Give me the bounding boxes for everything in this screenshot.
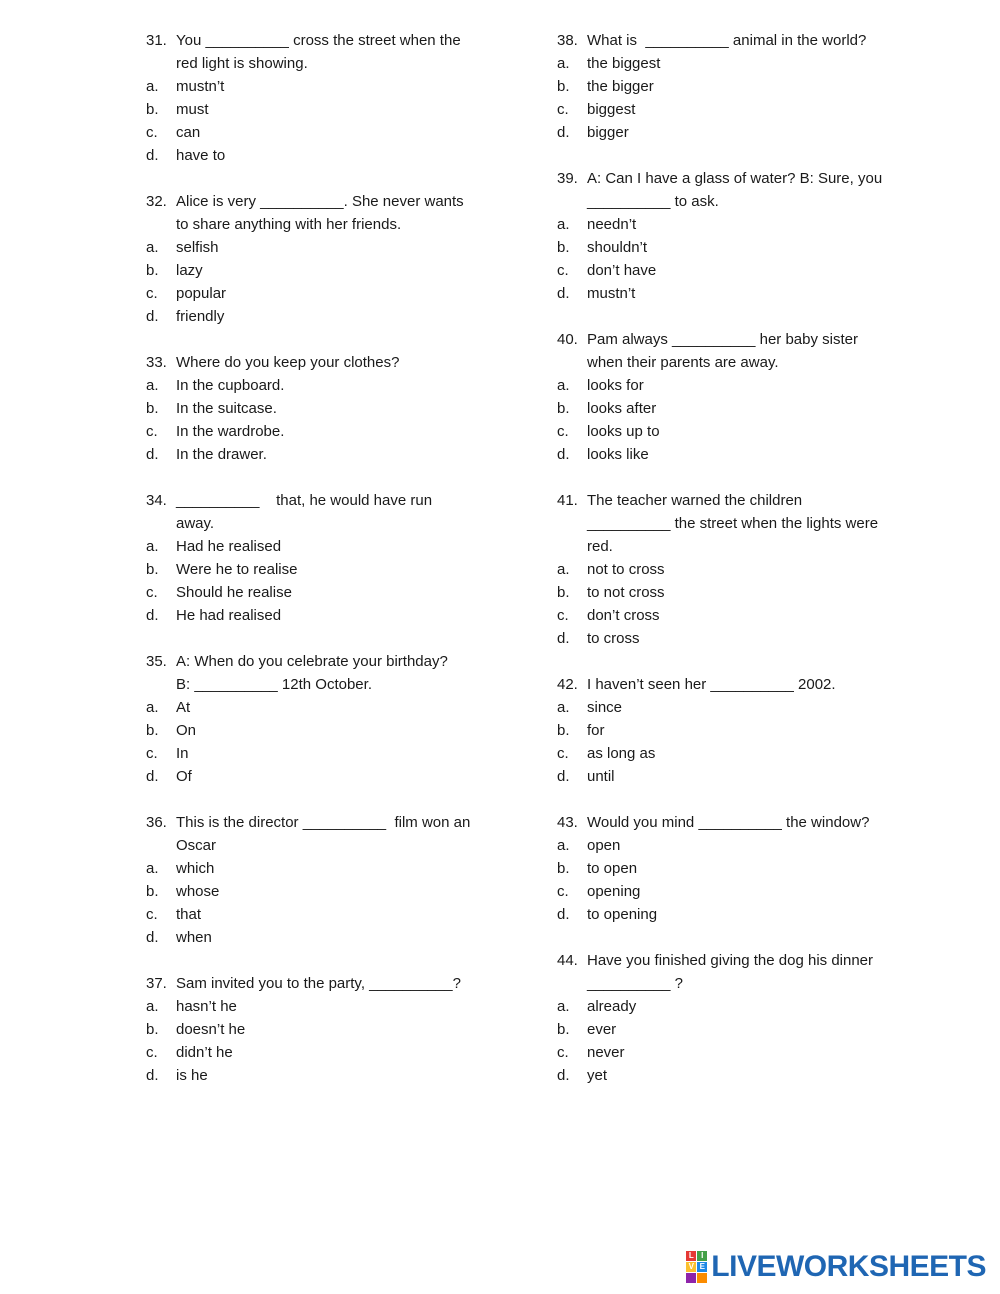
option-letter: d. [146, 768, 159, 785]
question-number: 33. [146, 354, 167, 371]
option-text: which [176, 860, 215, 877]
option-letter: c. [557, 607, 569, 624]
question-stem-line [557, 29, 897, 52]
option-text: until [587, 768, 615, 785]
answer-option [557, 1041, 897, 1064]
answer-option [146, 880, 486, 903]
question-stem-line [557, 811, 897, 834]
option-text: doesn’t he [176, 1021, 246, 1038]
answer-option [557, 765, 897, 788]
logo-tile: V [686, 1262, 696, 1272]
answer-option [146, 926, 486, 949]
question-text: red. [587, 538, 613, 555]
answer-option [557, 374, 897, 397]
question-text: I haven’t seen her __________ 2002. [587, 676, 836, 693]
option-letter: a. [557, 998, 570, 1015]
answer-option [146, 98, 486, 121]
option-letter: b. [146, 1021, 159, 1038]
option-text: to open [587, 860, 638, 877]
answer-option [146, 719, 486, 742]
right-column [557, 29, 897, 1110]
option-text: is he [176, 1067, 208, 1084]
answer-option [146, 903, 486, 926]
answer-option [557, 834, 897, 857]
question-35 [146, 650, 486, 788]
question-stem-line [557, 167, 897, 190]
liveworksheets-logo [686, 1250, 986, 1284]
option-letter: c. [557, 745, 569, 762]
question-number [557, 972, 587, 995]
question-44 [557, 949, 897, 1087]
question-text: A: Can I have a glass of water? B: Sure, you [587, 170, 883, 187]
option-letter: a. [146, 78, 159, 95]
option-letter: b. [557, 584, 570, 601]
question-stem-line [146, 673, 486, 696]
option-text: Had he realised [176, 538, 282, 555]
question-stem-line [146, 811, 486, 834]
option-letter: d. [557, 1067, 570, 1084]
option-letter: b. [557, 860, 570, 877]
question-42 [557, 673, 897, 788]
question-text: B: __________ 12th October. [176, 676, 372, 693]
option-letter: b. [146, 400, 159, 417]
question-number: 43. [557, 814, 578, 831]
question-number: 44. [557, 952, 578, 969]
option-letter: d. [146, 929, 159, 946]
question-number: 37. [146, 975, 167, 992]
question-stem-line [146, 190, 486, 213]
question-number: 36. [146, 814, 167, 831]
option-text: selfish [176, 239, 219, 256]
question-text: You __________ cross the street when the [176, 32, 461, 49]
answer-option [557, 1064, 897, 1087]
option-text: bigger [587, 124, 629, 141]
option-text: to not cross [587, 584, 665, 601]
option-text: shouldn’t [587, 239, 648, 256]
question-number: 39. [557, 170, 578, 187]
question-40 [557, 328, 897, 466]
question-text: Alice is very __________. She never wants [176, 193, 464, 210]
option-text: friendly [176, 308, 225, 325]
answer-option [146, 995, 486, 1018]
option-letter: c. [146, 285, 158, 302]
answer-option [146, 121, 486, 144]
question-text: The teacher warned the children [587, 492, 803, 509]
option-text: needn’t [587, 216, 637, 233]
question-number [146, 213, 176, 236]
option-text: mustn’t [587, 285, 636, 302]
option-letter: a. [557, 561, 570, 578]
option-text: In [176, 745, 189, 762]
option-letter: b. [557, 239, 570, 256]
answer-option [557, 857, 897, 880]
question-number [146, 512, 176, 535]
question-stem-line [146, 512, 486, 535]
option-letter: a. [146, 239, 159, 256]
question-stem-line [557, 535, 897, 558]
option-letter: b. [146, 101, 159, 118]
answer-option [557, 696, 897, 719]
answer-option [557, 282, 897, 305]
question-stem-line [557, 328, 897, 351]
question-number [146, 834, 176, 857]
answer-option [557, 213, 897, 236]
option-letter: a. [146, 860, 159, 877]
question-number [146, 52, 176, 75]
question-number [557, 351, 587, 374]
question-stem-line [146, 213, 486, 236]
option-text: looks after [587, 400, 657, 417]
option-letter: c. [557, 883, 569, 900]
logo-tile [686, 1273, 696, 1283]
option-letter: b. [557, 78, 570, 95]
option-text: looks up to [587, 423, 660, 440]
option-letter: c. [557, 1044, 569, 1061]
question-number: 34. [146, 492, 167, 509]
option-letter: a. [557, 216, 570, 233]
answer-option [557, 443, 897, 466]
question-stem-line [557, 351, 897, 374]
question-stem-line [557, 512, 897, 535]
option-text: not to cross [587, 561, 665, 578]
answer-option [146, 443, 486, 466]
option-text: have to [176, 147, 226, 164]
question-text: This is the director __________ film won an [176, 814, 471, 831]
option-text: yet [587, 1067, 608, 1084]
answer-option [146, 696, 486, 719]
option-letter: d. [557, 768, 570, 785]
question-stem-line [557, 190, 897, 213]
option-letter: c. [557, 101, 569, 118]
answer-option [146, 420, 486, 443]
answer-option [557, 719, 897, 742]
logo-tile [697, 1273, 707, 1283]
answer-option [557, 995, 897, 1018]
left-column [146, 29, 486, 1110]
option-letter: d. [557, 285, 570, 302]
option-text: that [176, 906, 202, 923]
answer-option [146, 558, 486, 581]
question-stem-line [146, 972, 486, 995]
option-text: looks like [587, 446, 649, 463]
option-letter: a. [557, 55, 570, 72]
question-number: 38. [557, 32, 578, 49]
option-text: biggest [587, 101, 636, 118]
option-text: mustn’t [176, 78, 225, 95]
question-text: __________ the street when the lights were [587, 515, 879, 532]
option-letter: c. [146, 124, 158, 141]
option-text: for [587, 722, 605, 739]
option-text: never [587, 1044, 625, 1061]
question-stem-line [146, 834, 486, 857]
option-text: ever [587, 1021, 617, 1038]
logo-text: LIVEWORKSHEETS [711, 1250, 986, 1283]
option-text: Of [176, 768, 192, 785]
option-letter: c. [146, 745, 158, 762]
option-letter: c. [557, 262, 569, 279]
question-number [557, 190, 587, 213]
answer-option [557, 420, 897, 443]
question-stem-line [146, 351, 486, 374]
answer-option [146, 742, 486, 765]
option-text: Were he to realise [176, 561, 298, 578]
option-text: whose [176, 883, 220, 900]
answer-option [146, 535, 486, 558]
option-text: open [587, 837, 621, 854]
answer-option [557, 742, 897, 765]
question-text: Pam always __________ her baby sister [587, 331, 858, 348]
option-text: as long as [587, 745, 656, 762]
answer-option [146, 604, 486, 627]
answer-option [146, 75, 486, 98]
question-stem-line [146, 489, 486, 512]
answer-option [146, 397, 486, 420]
option-letter: d. [146, 446, 159, 463]
option-text: the bigger [587, 78, 654, 95]
option-letter: b. [557, 1021, 570, 1038]
option-text: In the drawer. [176, 446, 267, 463]
option-text: since [587, 699, 623, 716]
option-text: On [176, 722, 197, 739]
option-letter: d. [146, 308, 159, 325]
answer-option [557, 98, 897, 121]
option-letter: b. [146, 561, 159, 578]
option-text: already [587, 998, 637, 1015]
option-letter: b. [146, 883, 159, 900]
option-letter: d. [557, 124, 570, 141]
answer-option [557, 558, 897, 581]
question-34 [146, 489, 486, 627]
option-letter: d. [146, 1067, 159, 1084]
question-stem-line [557, 972, 897, 995]
option-letter: b. [557, 722, 570, 739]
logo-tile: I [697, 1251, 707, 1261]
question-text: Oscar [176, 837, 217, 854]
question-39 [557, 167, 897, 305]
answer-option [557, 581, 897, 604]
logo-mark-icon [686, 1251, 707, 1283]
question-text: Where do you keep your clothes? [176, 354, 400, 371]
option-text: don’t have [587, 262, 657, 279]
option-letter: c. [146, 423, 158, 440]
option-letter: d. [146, 607, 159, 624]
option-text: He had realised [176, 607, 282, 624]
logo-tile: E [697, 1262, 707, 1272]
question-38 [557, 29, 897, 144]
answer-option [557, 121, 897, 144]
answer-option [146, 374, 486, 397]
answer-option [557, 880, 897, 903]
option-letter: c. [146, 906, 158, 923]
question-text: A: When do you celebrate your birthday? [176, 653, 448, 670]
question-32 [146, 190, 486, 328]
answer-option [557, 1018, 897, 1041]
question-33 [146, 351, 486, 466]
question-text: What is __________ animal in the world? [587, 32, 867, 49]
option-text: At [176, 699, 191, 716]
option-text: looks for [587, 377, 644, 394]
option-text: must [176, 101, 209, 118]
answer-option [146, 282, 486, 305]
question-text: Would you mind __________ the window? [587, 814, 870, 831]
option-letter: b. [146, 722, 159, 739]
option-text: popular [176, 285, 227, 302]
option-letter: d. [557, 906, 570, 923]
question-31 [146, 29, 486, 167]
answer-option [557, 604, 897, 627]
option-letter: a. [146, 538, 159, 555]
question-37 [146, 972, 486, 1087]
option-text: Should he realise [176, 584, 292, 601]
option-text: didn’t he [176, 1044, 233, 1061]
option-text: opening [587, 883, 641, 900]
question-text: away. [176, 515, 215, 532]
question-number [557, 512, 587, 535]
option-text: to cross [587, 630, 640, 647]
question-stem-line [557, 949, 897, 972]
option-text: don’t cross [587, 607, 660, 624]
answer-option [146, 1064, 486, 1087]
answer-option [557, 627, 897, 650]
question-text: to share anything with her friends. [176, 216, 402, 233]
option-letter: c. [557, 423, 569, 440]
question-number: 31. [146, 32, 167, 49]
option-letter: d. [146, 147, 159, 164]
option-letter: d. [557, 630, 570, 647]
question-text: __________ that, he would have run [176, 492, 433, 509]
question-text: red light is showing. [176, 55, 308, 72]
option-letter: b. [557, 400, 570, 417]
option-letter: a. [146, 699, 159, 716]
question-43 [557, 811, 897, 926]
answer-option [146, 857, 486, 880]
question-stem-line [557, 673, 897, 696]
answer-option [146, 259, 486, 282]
question-text: __________ to ask. [587, 193, 719, 210]
option-letter: b. [146, 262, 159, 279]
option-letter: c. [146, 1044, 158, 1061]
option-letter: a. [146, 377, 159, 394]
answer-option [146, 765, 486, 788]
option-letter: a. [557, 837, 570, 854]
question-36 [146, 811, 486, 949]
answer-option [557, 52, 897, 75]
question-stem-line [146, 52, 486, 75]
question-text: when their parents are away. [587, 354, 779, 371]
answer-option [557, 397, 897, 420]
option-text: the biggest [587, 55, 661, 72]
question-number: 32. [146, 193, 167, 210]
option-text: lazy [176, 262, 203, 279]
answer-option [557, 236, 897, 259]
question-stem-line [146, 650, 486, 673]
question-number: 35. [146, 653, 167, 670]
answer-option [146, 1018, 486, 1041]
question-41 [557, 489, 897, 650]
question-number: 42. [557, 676, 578, 693]
option-letter: a. [557, 377, 570, 394]
question-stem-line [557, 489, 897, 512]
answer-option [146, 236, 486, 259]
question-text: __________ ? [587, 975, 683, 992]
answer-option [146, 581, 486, 604]
option-text: when [176, 929, 212, 946]
logo-tile: L [686, 1251, 696, 1261]
option-letter: d. [557, 446, 570, 463]
answer-option [146, 1041, 486, 1064]
option-text: In the cupboard. [176, 377, 285, 394]
question-text: Sam invited you to the party, __________? [176, 975, 461, 992]
answer-option [557, 259, 897, 282]
answer-option [557, 75, 897, 98]
option-text: can [176, 124, 201, 141]
option-letter: c. [146, 584, 158, 601]
option-text: In the suitcase. [176, 400, 277, 417]
question-text: Have you finished giving the dog his dinner [587, 952, 874, 969]
option-letter: a. [557, 699, 570, 716]
question-number: 40. [557, 331, 578, 348]
answer-option [557, 903, 897, 926]
answer-option [146, 305, 486, 328]
answer-option [146, 144, 486, 167]
question-number: 41. [557, 492, 578, 509]
option-text: In the wardrobe. [176, 423, 285, 440]
option-text: hasn’t he [176, 998, 237, 1015]
question-number [557, 535, 587, 558]
option-letter: a. [146, 998, 159, 1015]
option-text: to opening [587, 906, 658, 923]
question-number [146, 673, 176, 696]
question-stem-line [146, 29, 486, 52]
